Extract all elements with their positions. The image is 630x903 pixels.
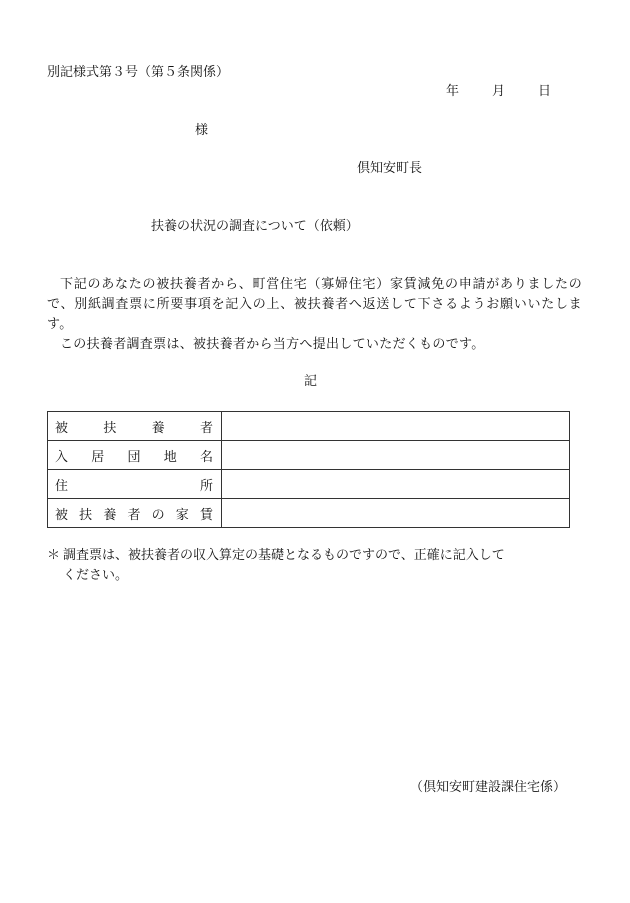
body-paragraph-2: この扶養者調査票は、被扶養者から当方へ提出していただくものです。 — [60, 337, 485, 352]
footer-department: （倶知安町建設課住宅係） — [410, 780, 567, 795]
note-line-2: ください。 — [63, 568, 129, 583]
label-char: 家 — [175, 507, 189, 523]
date-day-label: 日 — [538, 84, 552, 99]
addressee-suffix: 様 — [195, 123, 209, 138]
label-char: 被 — [55, 420, 69, 436]
info-table — [47, 411, 570, 528]
table-row-value[interactable] — [222, 470, 570, 499]
table-row — [48, 441, 570, 470]
body-paragraph-1: 下記のあなたの被扶養者から、町営住宅（寡婦住宅）家賃減免の申請がありましたので、別紙調査票に所要事項を記入の上、被扶養者へ返送して下さるようお願いいたします。 — [47, 277, 582, 332]
label-char: 被 — [55, 507, 69, 523]
label-char: 養 — [103, 507, 117, 523]
label-char: の — [151, 507, 165, 523]
label-char: 扶 — [79, 507, 93, 523]
label-char: 地 — [163, 449, 177, 465]
table-row-value[interactable] — [222, 412, 570, 441]
document-subject: 扶養の状況の調査について（依頼） — [151, 219, 359, 234]
table-row-value[interactable] — [222, 499, 570, 528]
note-line-1 — [47, 546, 582, 566]
table-row — [48, 470, 570, 499]
label-char: 居 — [91, 449, 105, 465]
label-char: 者 — [199, 420, 213, 436]
label-char: 所 — [199, 478, 213, 494]
label-char: 養 — [151, 420, 165, 436]
ki-heading: 記 — [304, 374, 318, 389]
sender-name: 倶知安町長 — [357, 161, 423, 176]
date-line — [446, 83, 551, 101]
label-char: 住 — [55, 478, 69, 494]
table-row-label — [48, 412, 222, 441]
table-row — [48, 499, 570, 528]
note — [47, 546, 582, 586]
label-char: 団 — [127, 449, 141, 465]
table-row — [48, 412, 570, 441]
label-char: 扶 — [103, 420, 117, 436]
date-month-label: 月 — [492, 84, 506, 99]
note-text-1: 調査票は、被扶養者の収入算定の基礎となるものですので、正確に記入して — [63, 548, 505, 563]
label-char: 入 — [55, 449, 69, 465]
label-char: 者 — [127, 507, 141, 523]
table-row-label — [48, 499, 222, 528]
date-year-label: 年 — [446, 84, 460, 99]
label-char: 賃 — [199, 507, 213, 523]
label-char: 名 — [199, 449, 213, 465]
table-row-label — [48, 441, 222, 470]
table-row-label — [48, 470, 222, 499]
table-row-value[interactable] — [222, 441, 570, 470]
body-text — [47, 275, 582, 355]
form-number: 別記様式第３号（第５条関係） — [47, 65, 230, 80]
note-marker: ＊ — [47, 548, 61, 563]
